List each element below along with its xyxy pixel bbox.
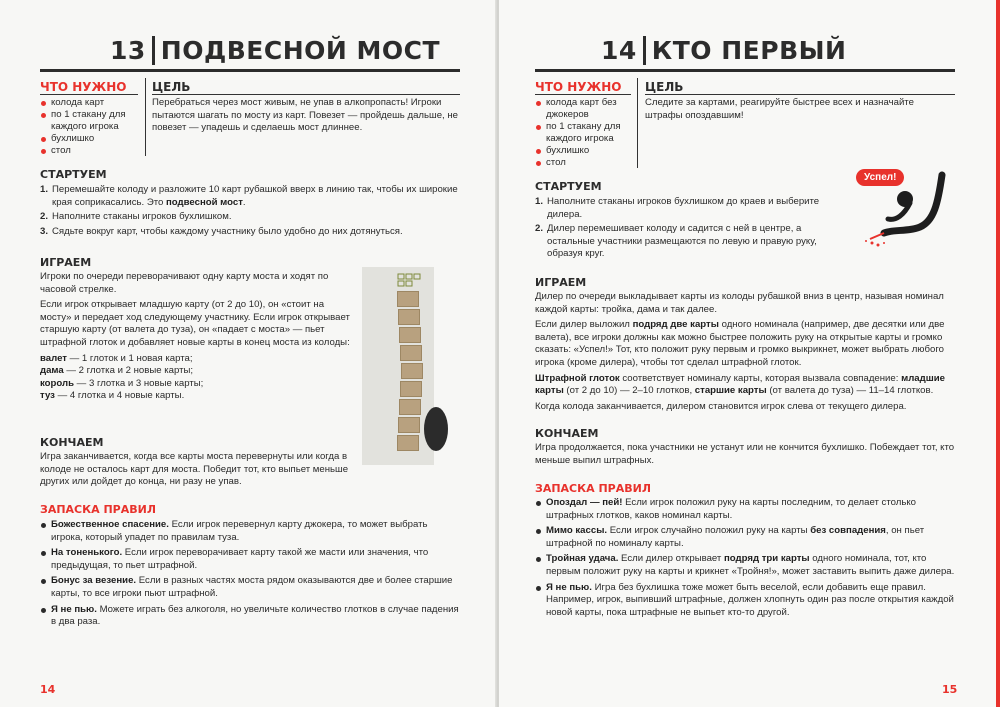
goal-heading: ЦЕЛЬ bbox=[645, 80, 684, 94]
play-text bbox=[40, 271, 356, 403]
step-item: 2. Наполните стаканы игроков бухлишком. bbox=[40, 211, 232, 223]
bridge-card bbox=[399, 327, 421, 343]
play-paragraph: Игроки по очереди переворачивают одну карту моста и ходят по часовой стрелке. bbox=[40, 271, 329, 295]
title-rule bbox=[40, 69, 460, 72]
bridge-card bbox=[397, 291, 419, 307]
card-pile-icon bbox=[397, 272, 421, 288]
card-bridge-illustration bbox=[362, 267, 434, 465]
start-steps bbox=[40, 184, 460, 240]
rule-item: На тоненького. Если игрок переворачивает карту такой же масти или значения, что предыдущая, то пьет штрафной. bbox=[40, 547, 460, 572]
right-page bbox=[499, 0, 1000, 707]
rule-item: Опоздал — пей! Если игрок положил руку на карты последним, то делает столько штрафных глотков, каков номинал карты. bbox=[535, 497, 955, 522]
need-heading: ЧТО НУЖНО bbox=[40, 80, 127, 94]
end-heading: КОНЧАЕМ bbox=[40, 436, 104, 449]
rule-item: Тройная удача. Если дилер открывает подряд три карты одного номинала, тот, кто первым положит руку на карты и крикнет «Тройня!», может заставить выпить даже дилера. bbox=[535, 553, 955, 578]
page-title bbox=[601, 36, 846, 65]
game-number: 14 bbox=[601, 36, 646, 65]
rule-item: Бонус за везение. Если в разных частях моста рядом оказываются две и более старшие карты, то все игроки пьют штрафной. bbox=[40, 575, 460, 600]
goal-heading: ЦЕЛЬ bbox=[152, 80, 191, 94]
step-item: 1. Наполните стаканы игроков бухлишком до краев и выберите дилера. bbox=[535, 196, 820, 220]
page-number: 15 bbox=[942, 683, 958, 696]
penalty-line: дама — 2 глотка и 2 новые карты; bbox=[40, 365, 194, 377]
need-list bbox=[535, 97, 633, 169]
end-text: Игра продолжается, пока участники не устанут или не кончится бухлишко. Побеждает тот, кто меньше выпил штрафных. bbox=[535, 442, 955, 466]
play-paragraph: Если игрок открывает младшую карту (от 2 до 10), он «стоит на мосту» и передает ход следующему участнику. Если игрок открывает старшую карту (от валета до туза), он «падает с моста» — пьет штрафной глоток и добавляет новые карты в конец моста из колоды: bbox=[40, 299, 350, 348]
play-paragraph: Когда колода заканчивается, дилером становится игрок слева от текущего дилера. bbox=[535, 400, 907, 412]
play-paragraph: Дилер по очереди выкладывает карты из колоды рубашкой вниз в центр, называя номинал каждой карты: тройка, дама и так далее. bbox=[535, 291, 944, 315]
penalty-line: король — 3 глотка и 3 новые карты; bbox=[40, 377, 204, 389]
list-item: бухлишко bbox=[535, 145, 633, 157]
speech-bubble: Успел! bbox=[856, 169, 904, 186]
need-rule bbox=[40, 94, 138, 95]
start-heading: СТАРТУЕМ bbox=[535, 180, 602, 193]
left-page bbox=[0, 0, 497, 707]
rules-list bbox=[535, 497, 955, 622]
need-rule bbox=[535, 94, 631, 95]
penalty-line: туз — 4 глотка и 4 новые карты. bbox=[40, 390, 185, 402]
title-rule bbox=[535, 69, 955, 72]
step-item: 2. Дилер перемешивает колоду и садится с ней в центре, а остальные участники размещаются по левую и правую руку, образуя круг. bbox=[535, 223, 817, 260]
list-item: бухлишко bbox=[40, 133, 140, 145]
column-divider bbox=[145, 78, 146, 156]
end-text: Игра заканчивается, когда все карты моста перевернуты или когда в колоде не осталось карт для моста. Победит тот, кто выпьет меньше других или дойдет до конца, ни разу не упав. bbox=[40, 451, 349, 488]
reaction-illustration bbox=[850, 163, 958, 251]
start-heading: СТАРТУЕМ bbox=[40, 168, 107, 181]
play-heading: ИГРАЕМ bbox=[40, 256, 92, 269]
penalty-line: валет — 1 глоток и 1 новая карта; bbox=[40, 352, 193, 364]
list-item: по 1 стакану для каждого игрока bbox=[40, 109, 140, 133]
bridge-card bbox=[398, 417, 420, 433]
rule-item: Божественное спасение. Если игрок перевернул карту джокера, то может выбрать игрока, который упадет по правилам туза. bbox=[40, 519, 460, 544]
list-item: стол bbox=[535, 157, 633, 169]
need-heading: ЧТО НУЖНО bbox=[535, 80, 622, 94]
hand-slap-icon bbox=[850, 163, 958, 251]
rule-item: Я не пью. Игра без бухлишка тоже может быть веселой, если добавить еще правил. Например, игрок, выпивший штрафные, должен хлопнуть один раз после открытия каждой новой карты, пока штрафные не выпьет кто-то другой. bbox=[535, 582, 955, 620]
bridge-card bbox=[397, 435, 419, 451]
goal-rule bbox=[152, 94, 460, 95]
play-paragraph: Штрафной глоток соответствует номиналу карты, которая вызвала совпадение: младшие карты (от 2 до 10) — 2–10 глотков, старшие карты (от валета до туза) — 11–14 глотков. bbox=[535, 372, 945, 397]
column-divider bbox=[637, 78, 638, 168]
bridge-card bbox=[400, 381, 422, 397]
game-title: ПОДВЕСНОЙ МОСТ bbox=[160, 36, 441, 65]
bridge-card bbox=[400, 345, 422, 361]
play-paragraph: Если дилер выложил подряд две карты одного номинала (например, две десятки или две валета), все игроки должны как можно быстрее положить руку на открытые карты и громко сказать: «Успел!» Тот, кто положит руку первым и громко выкрикнет, может выбрать любого игрока (кроме дилера), чтобы тот сделал штрафной глоток. bbox=[535, 319, 945, 368]
rules-list bbox=[40, 519, 460, 632]
end-heading: КОНЧАЕМ bbox=[535, 427, 599, 440]
need-list bbox=[40, 97, 140, 157]
game-number: 13 bbox=[110, 36, 155, 65]
rules-heading: ЗАПАСКА ПРАВИЛ bbox=[40, 503, 156, 516]
goal-text: Следите за картами, реагируйте быстрее всех и назначайте штрафы опоздавшим! bbox=[645, 97, 914, 121]
rules-heading: ЗАПАСКА ПРАВИЛ bbox=[535, 482, 651, 495]
table-edge-shape bbox=[424, 407, 448, 451]
rule-item: Мимо кассы. Если игрок случайно положил руку на карты без совпадения, он пьет штрафной по номиналу карты. bbox=[535, 525, 955, 550]
rule-item: Я не пью. Можете играть без алкоголя, но увеличьте количество глотков в случае падения в два раза. bbox=[40, 604, 460, 629]
goal-rule bbox=[645, 94, 955, 95]
page-title bbox=[110, 36, 440, 65]
bridge-card bbox=[401, 363, 423, 379]
step-item: 3. Сядьте вокруг карт, чтобы каждому участнику было удобно до них дотянуться. bbox=[40, 225, 403, 237]
list-item: стол bbox=[40, 145, 140, 157]
list-item: по 1 стакану для каждого игрока bbox=[535, 121, 633, 145]
start-steps bbox=[535, 196, 847, 263]
list-item: колода карт без джокеров bbox=[535, 97, 633, 121]
red-page-edge bbox=[996, 0, 1000, 707]
list-item: колода карт bbox=[40, 97, 140, 109]
step-item: 1. Перемешайте колоду и разложите 10 карт рубашкой вверх в линию так, чтобы их широкие края соприкасались. Это подвесной мост. bbox=[40, 184, 458, 208]
goal-text: Перебраться через мост живым, не упав в алкопропасть! Игроки пытаются шагать по мосту из карт. Повезет — пройдешь дальше, не повезет — упадешь и сделаешь мост длиннее. bbox=[152, 97, 459, 134]
bridge-card bbox=[398, 309, 420, 325]
play-heading: ИГРАЕМ bbox=[535, 276, 587, 289]
bridge-card bbox=[399, 399, 421, 415]
page-number: 14 bbox=[40, 683, 56, 696]
game-title: КТО ПЕРВЫЙ bbox=[651, 36, 847, 65]
play-text bbox=[535, 291, 955, 416]
